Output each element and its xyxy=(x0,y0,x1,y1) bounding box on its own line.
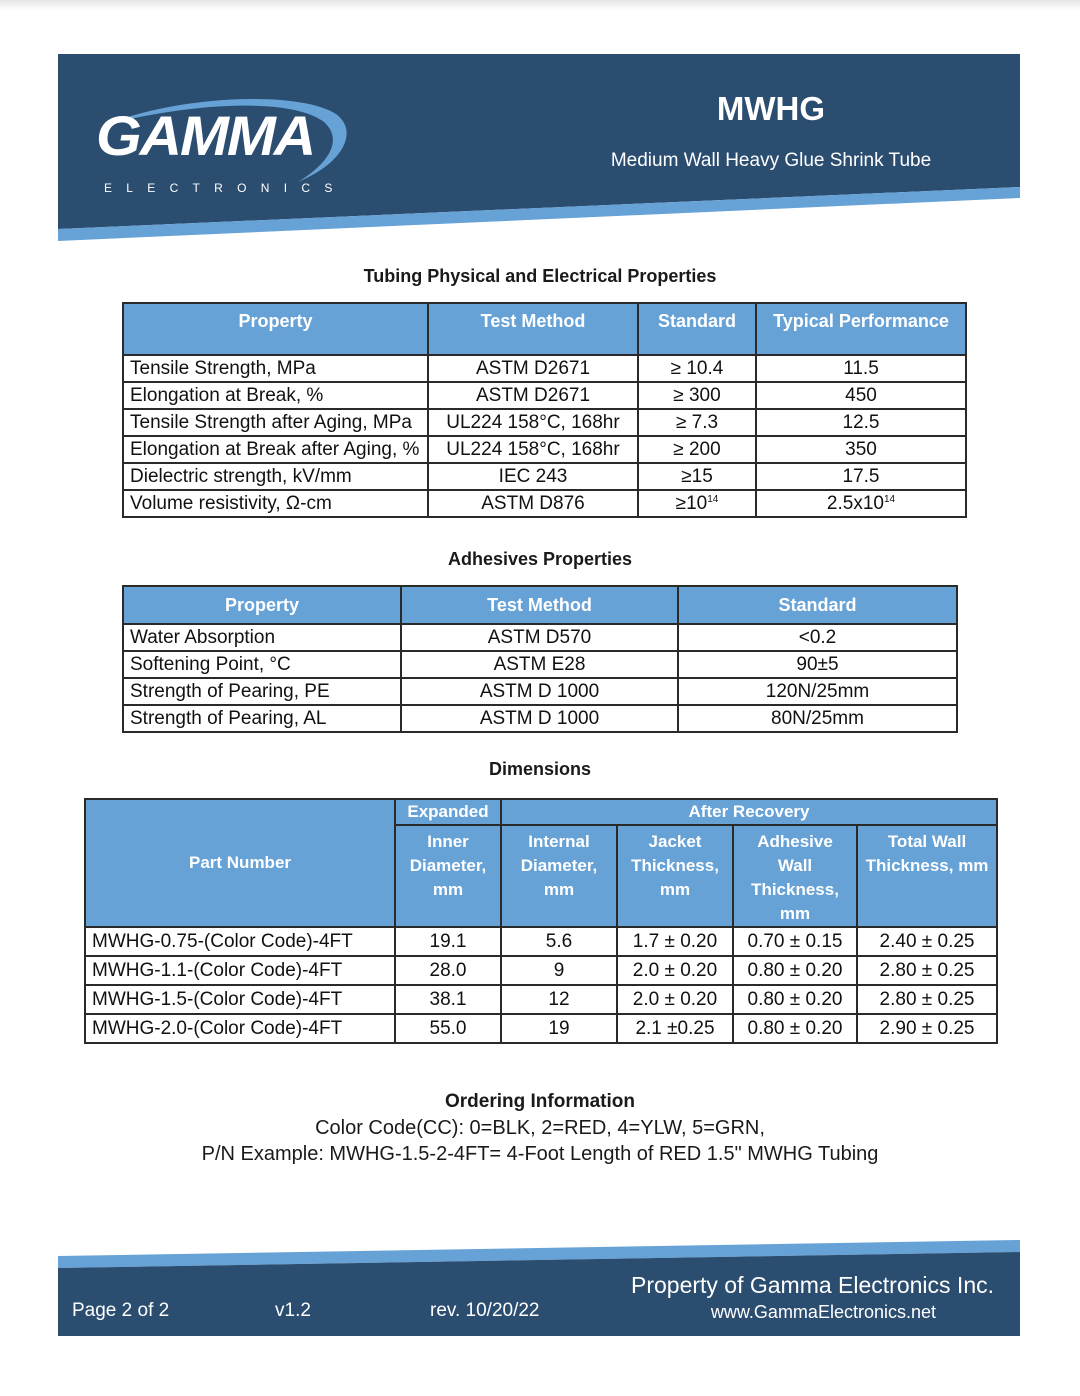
typical-cell: 17.5 xyxy=(756,463,966,490)
page-top-edge xyxy=(0,0,1080,10)
physical-properties-table xyxy=(122,302,967,518)
table-row xyxy=(85,1014,997,1043)
standard-base: ≥10 xyxy=(675,493,708,514)
typical-base: 2.5x10 xyxy=(826,493,884,514)
footer-banner xyxy=(58,1238,1020,1336)
test-method-cell: ASTM D2671 xyxy=(428,382,638,409)
column-group-after-recovery: After Recovery xyxy=(501,799,997,825)
jacket-thickness-cell: 1.7 ± 0.20 xyxy=(617,927,733,956)
adhesive-wall-cell: 0.80 ± 0.20 xyxy=(733,1014,857,1043)
table-row xyxy=(123,382,966,409)
expanded-id-cell: 19.1 xyxy=(395,927,501,956)
adhesives-properties-title: Adhesives Properties xyxy=(447,549,633,569)
test-method-cell: ASTM E28 xyxy=(401,651,678,678)
table-row xyxy=(123,463,966,490)
part-number-cell: MWHG-1.1-(Color Code)-4FT xyxy=(85,956,395,985)
part-number-cell: MWHG-2.0-(Color Code)-4FT xyxy=(85,1014,395,1043)
part-number-example-line: P/N Example: MWHG-1.5-2-4FT= 4-Foot Length of RED 1.5" MWHG Tubing xyxy=(201,1143,879,1165)
column-header-adhesive-wall-thickness: Adhesive Wall Thickness, mm xyxy=(733,825,857,927)
part-number-cell: MWHG-1.5-(Color Code)-4FT xyxy=(85,985,395,1014)
test-method-cell: ASTM D876 xyxy=(428,490,638,517)
test-method-cell: UL224 158°C, 168hr xyxy=(428,436,638,463)
table-row xyxy=(123,624,957,651)
expanded-id-cell: 28.0 xyxy=(395,956,501,985)
product-code-title: MWHG xyxy=(716,90,826,127)
internal-diameter-cell: 12 xyxy=(501,985,617,1014)
table-row xyxy=(85,985,997,1014)
typical-cell: 12.5 xyxy=(756,409,966,436)
table-row xyxy=(123,705,957,732)
test-method-cell: ASTM D 1000 xyxy=(401,678,678,705)
property-cell: Elongation at Break, % xyxy=(123,382,428,409)
column-header-standard: Standard xyxy=(638,303,756,355)
table-row xyxy=(85,927,997,956)
table-row xyxy=(123,678,957,705)
adhesive-wall-cell: 0.80 ± 0.20 xyxy=(733,985,857,1014)
typical-cell: 450 xyxy=(756,382,966,409)
column-header-typical-performance: Typical Performance xyxy=(756,303,966,355)
test-method-cell: IEC 243 xyxy=(428,463,638,490)
jacket-thickness-cell: 2.1 ±0.25 xyxy=(617,1014,733,1043)
ordering-title: Ordering Information xyxy=(445,1091,635,1112)
expanded-id-cell: 55.0 xyxy=(395,1014,501,1043)
total-wall-cell: 2.40 ± 0.25 xyxy=(857,927,997,956)
typical-cell: 350 xyxy=(756,436,966,463)
table-row xyxy=(123,651,957,678)
property-cell: Strength of Pearing, AL xyxy=(123,705,401,732)
jacket-thickness-cell: 2.0 ± 0.20 xyxy=(617,985,733,1014)
property-notice: Property of Gamma Electronics Inc. xyxy=(630,1272,994,1298)
internal-diameter-cell: 19 xyxy=(501,1014,617,1043)
test-method-cell: ASTM D570 xyxy=(401,624,678,651)
property-cell: Water Absorption xyxy=(123,624,401,651)
standard-cell: ≥ 7.3 xyxy=(638,409,756,436)
property-cell: Tensile Strength after Aging, MPa xyxy=(123,409,428,436)
color-code-line: Color Code(CC): 0=BLK, 2=RED, 4=YLW, 5=GRN, xyxy=(315,1117,765,1139)
standard-cell: 90±5 xyxy=(678,651,957,678)
standard-cell: 80N/25mm xyxy=(678,705,957,732)
column-header-inner-diameter: Inner Diameter, mm xyxy=(395,825,501,927)
total-wall-cell: 2.80 ± 0.25 xyxy=(857,956,997,985)
table-row xyxy=(123,355,966,382)
test-method-cell: ASTM D2671 xyxy=(428,355,638,382)
standard-cell: 120N/25mm xyxy=(678,678,957,705)
header-banner xyxy=(58,54,1020,242)
typical-cell: 11.5 xyxy=(756,355,966,382)
jacket-thickness-cell: 2.0 ± 0.20 xyxy=(617,956,733,985)
property-cell: Dielectric strength, kV/mm xyxy=(123,463,428,490)
table-header-row xyxy=(123,303,966,355)
typical-exponent: 14 xyxy=(883,494,896,505)
logo-subtitle: ELECTRONICS xyxy=(104,181,347,195)
table-header-group-row xyxy=(85,799,997,825)
dimensions-title: Dimensions xyxy=(488,759,592,779)
standard-cell xyxy=(638,490,756,517)
column-header-standard: Standard xyxy=(678,586,957,624)
ordering-information xyxy=(0,1089,1080,1167)
table-header-row xyxy=(123,586,957,624)
column-header-jacket-thickness: Jacket Thickness, mm xyxy=(617,825,733,927)
column-header-property: Property xyxy=(123,586,401,624)
standard-cell: <0.2 xyxy=(678,624,957,651)
property-cell: Volume resistivity, Ω-cm xyxy=(123,490,428,517)
property-cell: Tensile Strength, MPa xyxy=(123,355,428,382)
adhesive-wall-cell: 0.80 ± 0.20 xyxy=(733,956,857,985)
version-label: v1.2 xyxy=(275,1300,311,1321)
internal-diameter-cell: 9 xyxy=(501,956,617,985)
gamma-electronics-logo xyxy=(88,82,378,195)
total-wall-cell: 2.90 ± 0.25 xyxy=(857,1014,997,1043)
column-header-internal-diameter: Internal Diameter, mm xyxy=(501,825,617,927)
total-wall-cell: 2.80 ± 0.25 xyxy=(857,985,997,1014)
table-row xyxy=(123,490,966,517)
property-cell: Softening Point, °C xyxy=(123,651,401,678)
test-method-cell: ASTM D 1000 xyxy=(401,705,678,732)
table-row xyxy=(123,409,966,436)
column-group-expanded: Expanded xyxy=(395,799,501,825)
column-header-total-wall-thickness: Total Wall Thickness, mm xyxy=(857,825,997,927)
standard-cell: ≥ 300 xyxy=(638,382,756,409)
standard-exponent: 14 xyxy=(707,494,719,505)
expanded-id-cell: 38.1 xyxy=(395,985,501,1014)
adhesive-wall-cell: 0.70 ± 0.15 xyxy=(733,927,857,956)
part-number-cell: MWHG-0.75-(Color Code)-4FT xyxy=(85,927,395,956)
revision-date: rev. 10/20/22 xyxy=(430,1300,540,1321)
standard-cell: ≥ 200 xyxy=(638,436,756,463)
standard-cell: ≥ 10.4 xyxy=(638,355,756,382)
column-header-test-method: Test Method xyxy=(401,586,678,624)
property-cell: Strength of Pearing, PE xyxy=(123,678,401,705)
property-cell: Elongation at Break after Aging, % xyxy=(123,436,428,463)
column-header-test-method: Test Method xyxy=(428,303,638,355)
table-row xyxy=(85,956,997,985)
typical-cell xyxy=(756,490,966,517)
physical-properties-title: Tubing Physical and Electrical Properties xyxy=(363,266,717,286)
adhesives-properties-table xyxy=(122,585,958,733)
internal-diameter-cell: 5.6 xyxy=(501,927,617,956)
column-header-part-number: Part Number xyxy=(85,799,395,927)
dimensions-table xyxy=(84,798,998,1044)
table-row xyxy=(123,436,966,463)
column-header-property: Property xyxy=(123,303,428,355)
product-description: Medium Wall Heavy Glue Shrink Tube xyxy=(610,150,932,171)
logo-wordmark: GAMMA xyxy=(96,104,315,167)
page-number: Page 2 of 2 xyxy=(72,1300,170,1321)
standard-cell: ≥15 xyxy=(638,463,756,490)
test-method-cell: UL224 158°C, 168hr xyxy=(428,409,638,436)
website-url: www.GammaElectronics.net xyxy=(710,1302,936,1322)
